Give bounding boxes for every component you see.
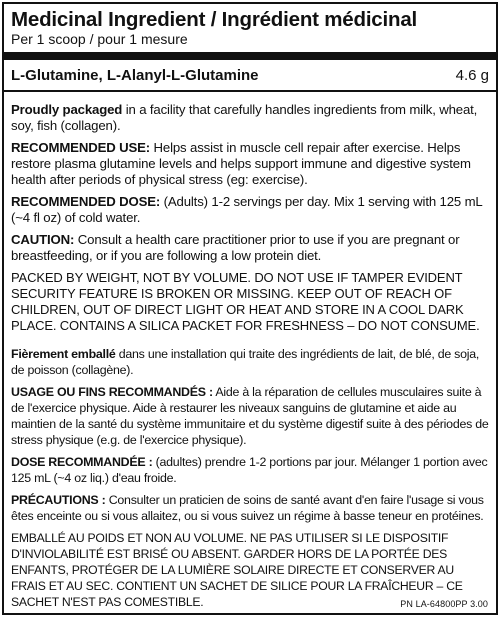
packaging-statement xyxy=(11,102,489,134)
ingredient-amount: 4.6 g xyxy=(455,66,489,84)
caution-label-fr: PRÉCAUTIONS : xyxy=(11,493,106,507)
packaging-label-fr: Fièrement emballé xyxy=(11,347,116,361)
recommended-dose-label-fr: DOSE RECOMMANDÉE : xyxy=(11,455,153,469)
ingredient-name: L-Glutamine, L-Alanyl-L-Glutamine xyxy=(11,66,259,84)
storage-warning: PACKED BY WEIGHT, NOT BY VOLUME. DO NOT USE IF TAMPER EVIDENT SECURITY FEATURE IS BROKEN OR MISSING. KEEP OUT OF REACH OF CHILDREN, OUT OF DIRECT LIGHT OR HEAT AND STORE IN A COOL DARK PLACE. CONTAINS A SILICA PACKET FOR FRESHNESS – DO NOT CONSUME. xyxy=(11,270,480,333)
packaging-text-fr: dans une installation qui traite des ingrédients de lait, de blé, de soja, de poisson (collagène). xyxy=(11,347,480,377)
recommended-use xyxy=(11,140,489,188)
label-title: Medicinal Ingredient / Ingrédient médicinal xyxy=(11,8,418,31)
recommended-use-text-fr: Aide à la réparation de cellules musculaires suite à de l'exercice physique. Aide à restaurer les niveaux sanguins de glutamine et aide au maintien de la santé du système immunitaire et du système digestif suite à des périodes de stress physique (e.g. de l'exercice physique). xyxy=(11,385,489,447)
ingredient-row xyxy=(11,60,489,90)
recommended-dose-fr xyxy=(11,454,489,486)
recommended-use-fr xyxy=(11,384,489,448)
recommended-use-text: Helps assist in muscle cell repair after exercise. Helps restore plasma glutamine levels and helps support immune and digestive system health after periods of physical stress (eg: exercise). xyxy=(11,140,471,187)
packaging-label: Proudly packaged xyxy=(11,102,123,117)
packaging-text: in a facility that carefully handles ingredients from milk, wheat, soy, fish (collagen). xyxy=(11,102,478,133)
packaging-statement-fr xyxy=(11,346,489,378)
caution-text: Consult a health care practitioner prior to use if you are pregnant or breastfeeding, or if you are following a low protein diet. xyxy=(11,232,460,263)
recommended-dose-text: (Adults) 1-2 servings per day. Mix 1 serving with 125 mL (~4 fl oz) of cold water. xyxy=(11,194,483,225)
storage-warning-fr: EMBALLÉ AU POIDS ET NON AU VOLUME. NE PAS UTILISER SI LE DISPOSITIF D'INVIOLABILITÉ EST BRISÉ OU ABSENT. GARDER HORS DE LA PORTÉE DES ENFANTS, PROTÉGER DE LA LUMIÈRE SOLAIRE DIRECTE ET CONSERVER AU FRAIS ET AU SEC. CONTIENT UN SACHET DE SILICE POUR LA FRAÎCHEUR – CE SACHET N'EST PAS COMESTIBLE. xyxy=(11,531,463,609)
caution xyxy=(11,232,489,264)
english-section xyxy=(11,102,489,334)
thick-divider xyxy=(4,52,496,60)
product-label xyxy=(2,2,498,615)
caution-text-fr: Consulter un praticien de soins de santé avant d'en faire l'usage si vous êtes enceinte ou si vous allaitez, ou si vous suivez un régime à basse teneur en protéines. xyxy=(11,493,484,523)
recommended-dose-text-fr: (adultes) prendre 1-2 portions par jour. Mélanger 1 portion avec 125 mL (~4 oz liq.) d'eau froide. xyxy=(11,455,488,485)
recommended-use-label: RECOMMENDED USE: xyxy=(11,140,151,155)
part-number: PN LA-64800PP 3.00 xyxy=(400,599,488,609)
caution-fr xyxy=(11,492,489,524)
caution-label: CAUTION: xyxy=(11,232,75,247)
recommended-dose xyxy=(11,194,489,226)
french-section xyxy=(11,346,489,610)
recommended-dose-label: RECOMMENDED DOSE: xyxy=(11,194,161,209)
recommended-use-label-fr: USAGE OU FINS RECOMMANDÉS : xyxy=(11,385,213,399)
label-subtitle: Per 1 scoop / pour 1 mesure xyxy=(11,31,188,47)
thin-divider xyxy=(4,90,496,92)
